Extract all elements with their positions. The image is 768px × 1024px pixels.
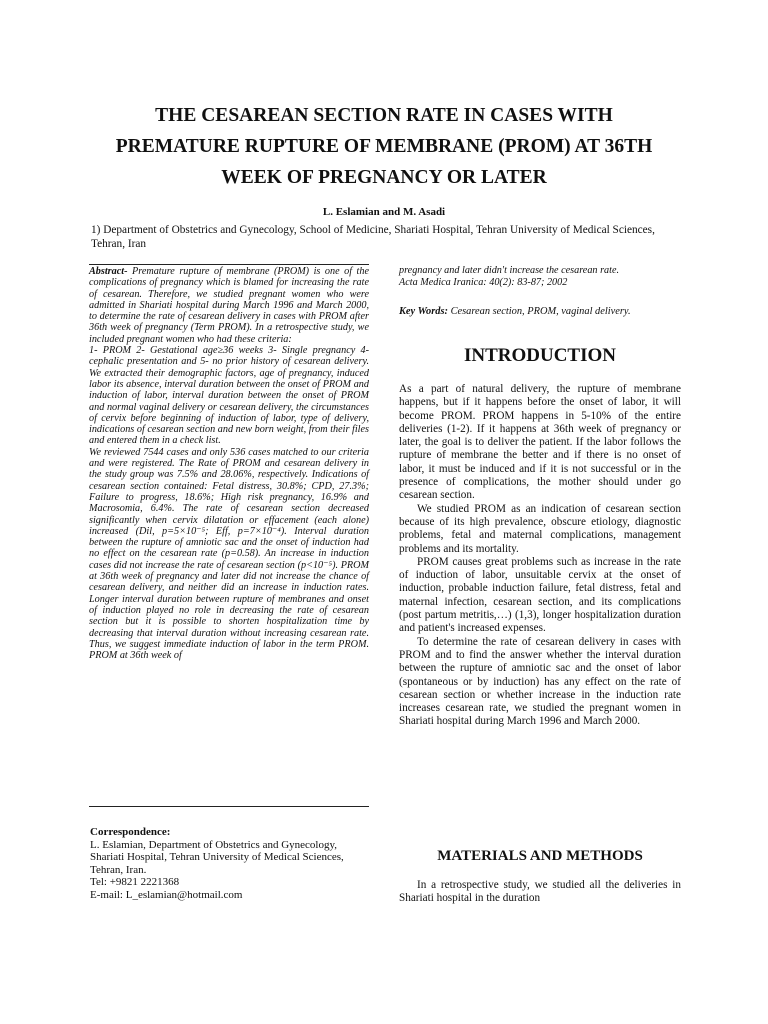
abstract-paragraph-2: 1- PROM 2- Gestational age≥36 weeks 3- Single pregnancy 4- cephalic presentation and 5- no prior history of cesarean delivery. We extracted their demographic factors, age of pregnancy, induced labor its absence, interval duration between the onset of PROM and induction of labor, interval duration between the onset of PROM and normal vaginal delivery or cesarean delivery, the circumstances of cervix before beginning of induction of labor, type of delivery, indications of cesarean section and new born weight, from their files and entered them in a check list. (89, 345, 369, 447)
journal-citation: Acta Medica Iranica: 40(2): 83-87; 2002 (399, 276, 568, 288)
materials-methods-body (399, 879, 681, 906)
introduction-paragraph: As a part of natural delivery, the rupture of membrane happens, but if it happens before the onset of labor, it will become PROM. PROM happens in 5-10% of the entire deliveries (1-2). If it happens at 36th week of pregnancy or later, the goal is to deliver the patient. If the labor follows the rupture of membrane the better and if there is no onset of labor, it must be induced and if it is not successful or in the presence of complications, the mother should under go cesarean section. (399, 383, 681, 502)
correspondence-line: Shariati Hospital, Tehran University of Medical Sciences, (90, 851, 344, 863)
title-line-2: PREMATURE RUPTURE OF MEMBRANE (PROM) AT 36TH (115, 136, 653, 157)
materials-methods-heading: MATERIALS AND METHODS (437, 848, 643, 864)
abstract-continuation (399, 265, 681, 288)
keywords-text: Cesarean section, PROM, vaginal delivery. (447, 306, 631, 317)
correspondence-line: L. Eslamian, Department of Obstetrics and Gynecology, (90, 838, 338, 851)
correspondence (90, 826, 375, 901)
introduction-paragraph: To determine the rate of cesarean delivery in cases with PROM and to find the answer whether the interval duration between the rupture of amniotic sac and the onset of labor (spontaneous or by induction) has any effect on the rate of cesarean section or whether increase in the induction rate increases cesarean rate, we studied the pregnant women in Shariati hospital during March 1996 and March 2000. (399, 635, 681, 728)
title-line-1: THE CESAREAN SECTION RATE IN CASES WITH (155, 105, 613, 126)
correspondence-email: E-mail: L_eslamian@hotmail.com (90, 888, 243, 901)
introduction-heading: INTRODUCTION (463, 345, 617, 366)
abstract-text-1: Premature rupture of membrane (PROM) is one of the complications of pregnancy which is blamed for increasing the rate of cesarean. Therefore, we studied pregnant women who were admitted in Shariati hospital during March 1996 and March 2000, to determine the rate of cesarean delivery in cases with PROM after 36th week of pregnancy (Term PROM). In a retrospective study, we included pregnant women who had these criteria: (89, 266, 369, 345)
introduction-paragraph: PROM causes great problems such as increase in the rate of induction of labor, unsuitable cervix at the onset of induction, probable induction failure, fetal distress, fetal and maternal infection, cesarean section, and its complications (post partum metritis,…) (1,3), longer hospitalization duration and patient's increased expenses. (399, 555, 681, 635)
abstract-label: Abstract- (89, 266, 128, 277)
correspondence-line: Tehran, Iran. (90, 863, 147, 876)
correspondence-heading: Correspondence: (90, 826, 171, 838)
materials-methods-paragraph: In a retrospective study, we studied all the deliveries in Shariati hospital in the duration (399, 879, 681, 905)
abstract-continuation-text: pregnancy and later didn't increase the cesarean rate. (399, 265, 620, 276)
abstract (89, 264, 369, 794)
introduction-body (399, 383, 681, 729)
keywords (399, 306, 681, 317)
paper-title (60, 100, 708, 193)
correspondence-phone: Tel: +9821 2221368 (90, 876, 180, 888)
abstract-paragraph-3: We reviewed 7544 cases and only 536 cases matched to our criteria and were registered. The Rate of PROM and cesarean delivery in the study group was 7.5% and 28.06%, respectively. Indications of cesarean section contained: Fetal distress, 30.8%; CPD, 27.3%; Failure to progress, 18.6%; High risk pregnancy, 16.9% and Macrosomia, 6.4%. The rate of cesarean section decreased significantly when cervix dilatation or effacement (each alone) increased (Dil, p=5×10⁻⁵; Eff, p=7×10⁻⁴). Interval duration between the rupture of amniotic sac and the onset of induction had no effect on the cesarean rate (p=0.58). An increase in induction cases did not increase the rate of cesarean section (p<10⁻⁵). PROM at 36th week of pregnancy and later did not increase the chance of cesarean delivery, and neither did an increase in induction rates. Longer interval duration between rupture of membranes and onset of induction played no role in decreasing the rate of cesarean section but it is possible to shorten hospitalization time by decreasing that interval duration without increasing cesarean rate. Thus, we suggest immediate induction of labor in the term PROM. PROM at 36th week of (89, 446, 369, 662)
authors: L. Eslamian and M. Asadi (322, 206, 446, 218)
title-line-3: WEEK OF PREGNANCY OR LATER (221, 167, 547, 188)
affiliation: 1) Department of Obstetrics and Gynecology, School of Medicine, Shariati Hospital, Tehran University of Medical Sciences, Tehran, Iran (91, 224, 655, 250)
abstract-paragraph-1 (89, 266, 369, 345)
keywords-label: Key Words: (399, 306, 448, 317)
introduction-paragraph: We studied PROM as an indication of cesarean section because of its high prevalence, obscure etiology, diagnostic problems, fetal and maternal complications, management problems and its mortality. (399, 502, 681, 555)
abstract-bottom-rule (89, 806, 369, 807)
